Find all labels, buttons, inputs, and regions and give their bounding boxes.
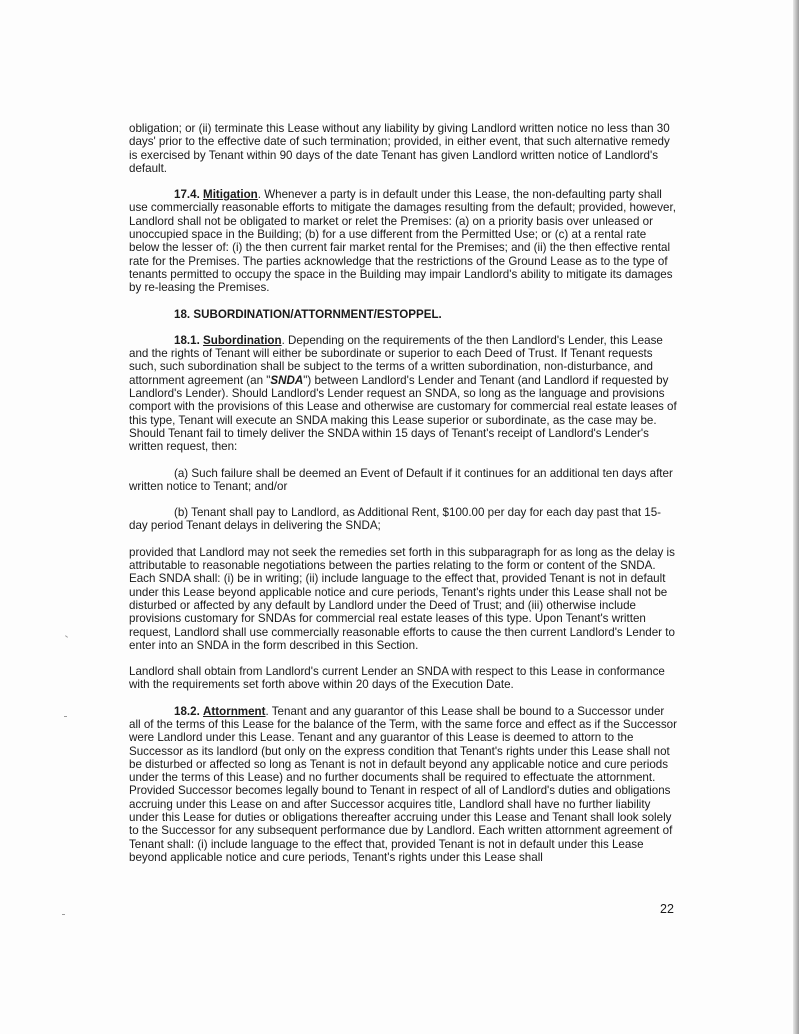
scan-edge <box>793 0 799 1034</box>
section-18-heading: 18. SUBORDINATION/ATTORNMENT/ESTOPPEL. <box>174 307 442 321</box>
section-number: 17.4. <box>174 188 200 202</box>
paragraph-continuation: obligation; or (ii) terminate this Lease without any liability by giving Landlord written notice no less than 30 days' prior to the effective date of such termination; provided, in either event, that such alternative remedy is exercised by Tenant within 90 days of the date Tenant has given Landlord written notice of Landlord's default. <box>129 122 670 175</box>
section-17-4 <box>129 188 677 294</box>
section-number: 18.2. <box>174 704 200 718</box>
scan-speck <box>64 716 67 717</box>
section-title: Subordination <box>203 333 282 347</box>
scan-speck <box>65 635 68 638</box>
section-number: 18.1. <box>174 333 200 347</box>
section-title: Mitigation <box>203 188 258 202</box>
section-body: . Tenant and any guarantor of this Lease shall be bound to a Successor under all of the terms of this Lease for the balance of the Term, with the same force and effect as if the Successor were Landlord under this Lease. Tenant and any guarantor of this Lease is deemed to attorn to the Successor as its landlord (but only on the express condition that Tenant's rights under this Lease shall not be disturbed or affected so long as Tenant is not in default beyond any applicable notice and cure periods under the terms of this Lease) and no further documents shall be required to effectuate the attornment. Provided Successor becomes legally bound to Tenant in respect of all of Landlord's duties and obligations accruing under this Lease on and after Successor acquires title, Landlord shall have no further liability under this Lease for duties or obligations thereafter accruing under this Lease and Tenant shall look solely to the Successor for any subsequent performance due by Landlord. Each written attornment agreement of Tenant shall: (i) include language to the effect that, provided Tenant is not in default under this Lease beyond applicable notice and cure periods, Tenant's rights under this Lease shall <box>129 704 677 864</box>
landlord-obligation-paragraph: Landlord shall obtain from Landlord's current Lender an SNDA with respect to this Lease in conformance with the requirements set forth above within 20 days of the Execution Date. <box>129 665 665 692</box>
defined-term: SNDA <box>270 373 304 387</box>
section-18-2 <box>129 705 677 865</box>
scan-speck <box>62 914 65 915</box>
list-item-a: (a) Such failure shall be deemed an Event of Default if it continues for an additional ten days after written notice to Tenant; and/or <box>129 466 673 493</box>
section-body: ") between Landlord's Lender and Tenant (and Landlord if requested by Landlord's Lender). Should Landlord's Lender request an SNDA, so long as the language and provisions comport with the provisions of this Lease and otherwise are customary for commercial real estate leases of this type, Tenant will execute an SNDA making this Lease superior or subordinate, as the case may be. Should Tenant fail to timely deliver the SNDA within 15 days of Tenant's receipt of Landlord's Lender's written request, then: <box>129 373 677 454</box>
document-body <box>129 122 677 877</box>
section-body: . Depending on the requirements of the then Landlord's Lender, this Lease and the rights of Tenant will either be subordinate or superior to each Deed of Trust. If Tenant requests such, such subordination shall be subject to the terms of a written subordination, non-disturbance, and attornment agreement (an " <box>129 333 663 387</box>
section-body: . Whenever a party is in default under this Lease, the non-defaulting party shall use commercially reasonable efforts to mitigate the damages resulting from the default; provided, however, Landlord shall not be obligated to market or relet the Premises: (a) on a priority basis over unleased or unoccupied space in the Building; (b) for a use different from the Permitted Use; or (c) at a rental rate below the lesser of: (i) the then current fair market rental for the Premises; and (ii) the then effective rental rate for the Premises. The parties acknowledge that the restrictions of the Ground Lease as to the type of tenants permitted to occupy the space in the Building may impair Landlord's ability to mitigate its damages by re-leasing the Premises. <box>129 188 676 295</box>
section-18-1 <box>129 334 677 454</box>
proviso-paragraph: provided that Landlord may not seek the remedies set forth in this subparagraph for as long as the delay is attributable to reasonable negotiations between the parties relating to the form or content of the SNDA. Each SNDA shall: (i) be in writing; (ii) include language to the effect that, provided Tenant is not in default under this Lease beyond applicable notice and cure periods, Tenant's rights under this Lease shall not be disturbed or affected by any default by Landlord under the Deed of Trust; and (iii) otherwise include provisions customary for SNDAs for commercial real estate leases of this type. Upon Tenant's written request, Landlord shall use commercially reasonable efforts to cause the then current Landlord's Lender to enter into an SNDA in the form described in this Section. <box>129 545 675 652</box>
section-title: Attornment <box>203 704 266 718</box>
page-number: 22 <box>660 902 674 916</box>
list-item-b: (b) Tenant shall pay to Landlord, as Additional Rent, $100.00 per day for each day past that 15-day period Tenant delays in delivering the SNDA; <box>129 506 662 533</box>
